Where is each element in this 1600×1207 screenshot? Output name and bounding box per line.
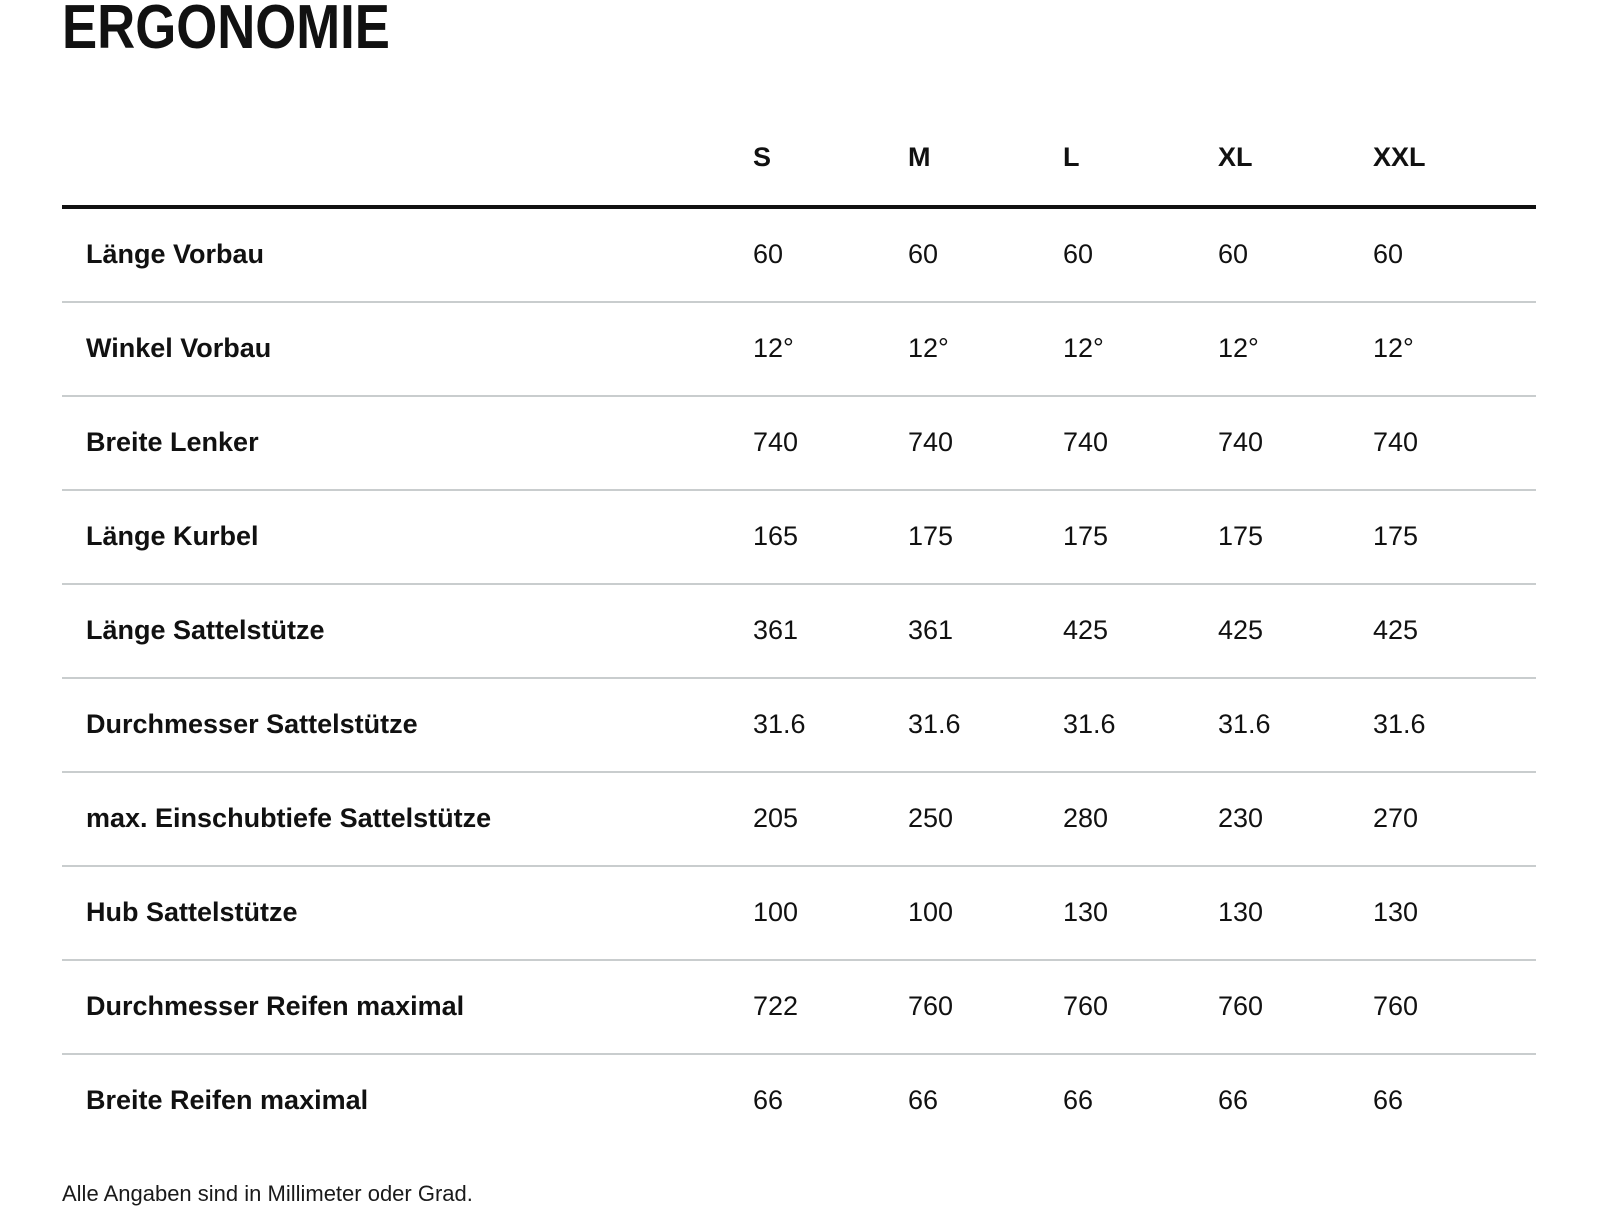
cell-value: 31.6 (908, 678, 1063, 772)
cell-value: 130 (1218, 866, 1373, 960)
cell-value: 175 (908, 490, 1063, 584)
cell-value: 12° (908, 302, 1063, 396)
cell-value: 280 (1063, 772, 1218, 866)
size-header-s: S (753, 142, 908, 207)
cell-value: 425 (1218, 584, 1373, 678)
cell-value: 66 (1218, 1084, 1249, 1115)
header-spacer-cell (62, 142, 753, 207)
cell-value: 740 (1373, 396, 1536, 490)
header-row (62, 142, 1536, 207)
table-row (62, 207, 1536, 302)
cell-value: 60 (908, 207, 1063, 302)
cell-value: 31.6 (753, 678, 908, 772)
cell-value: 740 (1063, 396, 1218, 490)
cell-value: 12° (753, 302, 908, 396)
cell-value: 60 (1373, 207, 1536, 302)
cell-value: 12° (1063, 302, 1218, 396)
ergonomics-table (62, 142, 1536, 1147)
cell-value: 60 (1063, 207, 1218, 302)
cell-value: 12° (1373, 302, 1536, 396)
cell-value: 175 (1373, 490, 1536, 584)
footnote: Alle Angaben sind in Millimeter oder Grad. (62, 1180, 473, 1206)
size-header-xxl: XXL (1373, 142, 1536, 207)
cell-value: 760 (908, 960, 1063, 1054)
cell-value: 12° (1218, 302, 1373, 396)
cell-value: 130 (1063, 866, 1218, 960)
cell-value: 66 (1063, 1084, 1094, 1115)
cell-value: 130 (1373, 866, 1536, 960)
cell-value: 740 (753, 396, 908, 490)
cell-value: 270 (1373, 772, 1536, 866)
cell-value: 740 (908, 396, 1063, 490)
page-title: ERGONOMIE (62, 0, 390, 62)
table-row (62, 678, 1536, 772)
cell-value: 760 (1063, 960, 1218, 1054)
table-header (62, 142, 1536, 207)
cell-value: 66 (753, 1084, 784, 1115)
cell-value: 100 (753, 866, 908, 960)
cell-value: 175 (1063, 490, 1218, 584)
table-row (62, 866, 1536, 960)
size-header-l: L (1063, 142, 1218, 207)
table-row (62, 584, 1536, 678)
table-row (62, 772, 1536, 866)
cell-value: 361 (908, 584, 1063, 678)
cell-value: 31.6 (1063, 678, 1218, 772)
cell-value: 31.6 (1373, 678, 1536, 772)
cell-value: 165 (753, 490, 908, 584)
cell-value: 66 (1373, 1084, 1404, 1115)
cell-value: 100 (908, 866, 1063, 960)
cell-value: 760 (1373, 960, 1536, 1054)
row-label: Durchmesser Reifen maximal (62, 960, 753, 1054)
table-row (62, 960, 1536, 1054)
table-row (62, 490, 1536, 584)
table-body (62, 207, 1536, 1147)
cell-value: 250 (908, 772, 1063, 866)
row-label: Hub Sattelstütze (62, 866, 753, 960)
table-row (62, 396, 1536, 490)
table-row (62, 302, 1536, 396)
cell-value: 175 (1218, 490, 1373, 584)
cell-value: 60 (753, 207, 908, 302)
row-label: Winkel Vorbau (62, 302, 753, 396)
cell-value: 425 (1373, 584, 1536, 678)
cell-value: 230 (1218, 772, 1373, 866)
cell-value: 722 (753, 960, 908, 1054)
cell-value: 760 (1218, 960, 1373, 1054)
cell-value: 31.6 (1218, 678, 1373, 772)
row-label: Länge Kurbel (62, 490, 753, 584)
row-label: Länge Sattelstütze (62, 584, 753, 678)
size-header-m: M (908, 142, 1063, 207)
cell-value: 66 (908, 1084, 939, 1115)
cell-value: 425 (1063, 584, 1218, 678)
size-header-xl: XL (1218, 142, 1373, 207)
cell-value: 361 (753, 584, 908, 678)
row-label: Breite Reifen maximal (86, 1084, 369, 1115)
cell-value: 205 (753, 772, 908, 866)
cell-value: 60 (1218, 207, 1373, 302)
table-row (62, 1054, 1536, 1147)
row-label: Breite Lenker (62, 396, 753, 490)
row-label: Durchmesser Sattelstütze (62, 678, 753, 772)
row-label: Länge Vorbau (62, 207, 753, 302)
cell-value: 740 (1218, 396, 1373, 490)
row-label: max. Einschubtiefe Sattelstütze (62, 772, 753, 866)
